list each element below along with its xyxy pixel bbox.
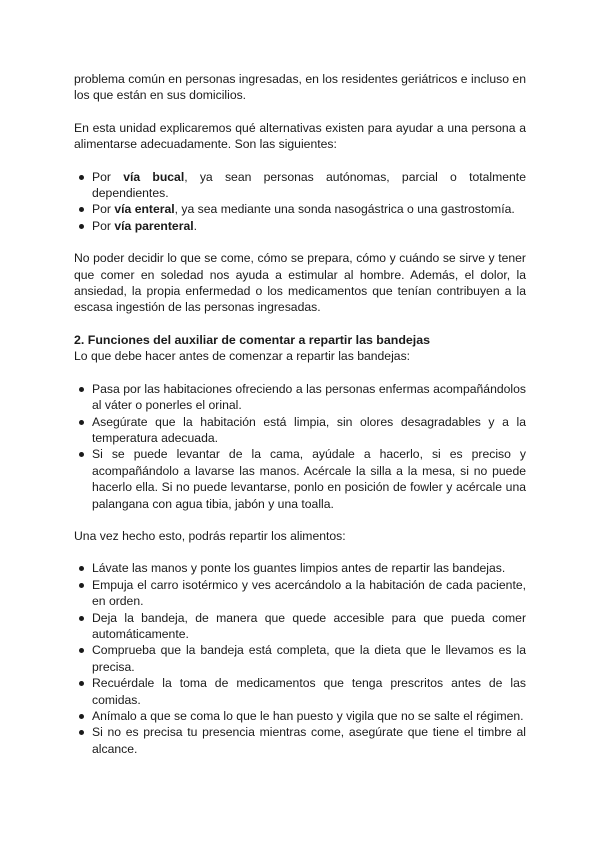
after-intro-paragraph: Una vez hecho esto, podrás repartir los alimentos: xyxy=(74,528,346,543)
list-item: Por vía parenteral. xyxy=(74,218,526,234)
serving-steps-list xyxy=(74,560,526,757)
bullet-icon xyxy=(79,420,84,425)
bullet-icon xyxy=(79,616,84,621)
bullet-icon xyxy=(79,730,84,735)
section-subheading: Lo que debe hacer antes de comenzar a repartir las bandejas: xyxy=(74,349,411,364)
bullet-icon xyxy=(79,648,84,653)
list-item: Pasa por las habitaciones ofreciendo a las personas enfermas acompañándolos al váter o ponerles el orinal. xyxy=(74,381,526,414)
list-item: Si no es precisa tu presencia mientras come, asegúrate que tiene el timbre al alcance. xyxy=(74,724,526,757)
list-item: Asegúrate que la habitación está limpia, sin olores desagradables y a la temperatura adecuada. xyxy=(74,414,526,447)
bullet-icon xyxy=(79,714,84,719)
list-item: Si se puede levantar de la cama, ayúdale a hacerlo, si es preciso y acompañándolo a lavarse las manos. Acércale la silla a la mesa, si no puede hacerlo ella. Si no puede levantarse, ponlo en posición de fowler y acércale una palangana con agua tibia, jabón y una toalla. xyxy=(74,446,526,512)
list-item: Anímalo a que se coma lo que le han puesto y vigila que no se salte el régimen. xyxy=(74,708,526,724)
before-serving-list xyxy=(74,381,526,512)
intro-paragraph-1: problema común en personas ingresadas, en los residentes geriátricos e incluso en los que están en sus domicilios. xyxy=(74,72,526,103)
list-item: Recuérdale la toma de medicamentos que tenga prescritos antes de las comidas. xyxy=(74,675,526,708)
intro-paragraph-2: En esta unidad explicaremos qué alternativas existen para ayudar a una persona a alimentarse adecuadamente. Son las siguientes: xyxy=(74,120,526,152)
bullet-icon xyxy=(79,207,84,212)
paragraph-3: No poder decidir lo que se come, cómo se prepara, cómo y cuándo se sirve y tener que comer en soledad nos ayuda a estimular al hombre. Además, el dolor, la ansiedad, la propia enfermedad o los medicamentos que tenían contribuyen a la escasa ingestión de las personas ingresadas. xyxy=(74,251,526,315)
list-item: Por vía bucal, ya sean personas autónomas, parcial o totalmente dependientes. xyxy=(74,169,526,202)
list-item: Por vía enteral, ya sea mediante una sonda nasogástrica o una gastrostomía. xyxy=(74,201,526,217)
bullet-icon xyxy=(79,583,84,588)
bullet-icon xyxy=(79,681,84,686)
document-body xyxy=(74,71,526,757)
list-item: Lávate las manos y ponte los guantes limpios antes de repartir las bandejas. xyxy=(74,560,526,576)
bullet-icon xyxy=(79,452,84,457)
list-item: Empuja el carro isotérmico y ves acercándolo a la habitación de cada paciente, en orden. xyxy=(74,577,526,610)
bullet-icon xyxy=(79,175,84,180)
bullet-icon xyxy=(79,224,84,229)
feeding-routes-list xyxy=(74,169,526,235)
section-heading: 2. Funciones del auxiliar de comentar a repartir las bandejas xyxy=(74,332,431,347)
list-item: Comprueba que la bandeja está completa, que la dieta que le llevamos es la precisa. xyxy=(74,642,526,675)
list-item: Deja la bandeja, de manera que quede accesible para que pueda comer automáticamente. xyxy=(74,610,526,643)
bullet-icon xyxy=(79,387,84,392)
bullet-icon xyxy=(79,566,84,571)
